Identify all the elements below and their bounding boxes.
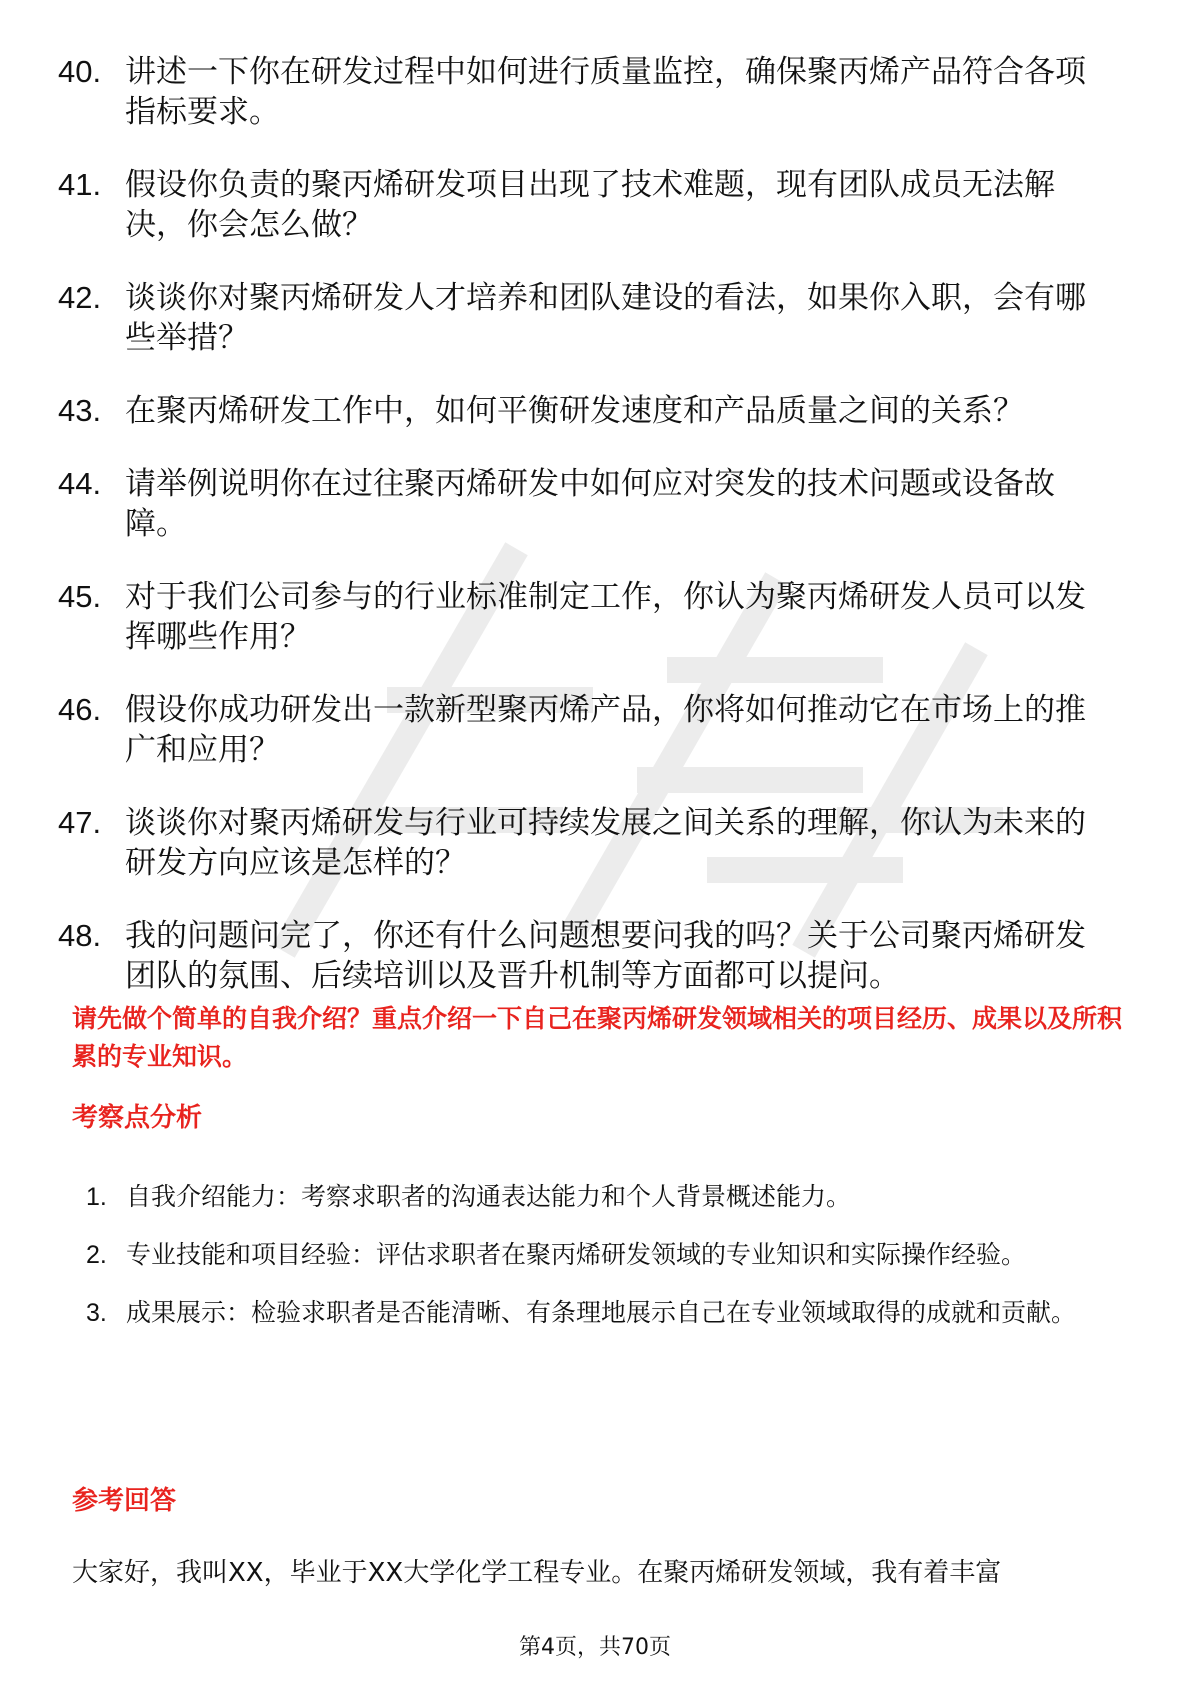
question-item — [0, 391, 1190, 431]
question-number: 47. — [58, 805, 102, 840]
question-item — [0, 690, 1190, 770]
question-text: 在聚丙烯研发工作中，如何平衡研发速度和产品质量之间的关系？ — [125, 393, 1024, 429]
question-number: 48. — [58, 918, 102, 953]
question-text: 谈谈你对聚丙烯研发人才培养和团队建设的看法，如果你入职，会有哪些举措？ — [125, 280, 1086, 356]
question-number: 41. — [58, 167, 102, 202]
analysis-item — [0, 1226, 1190, 1284]
analysis-text: 专业技能和项目经验：评估求职者在聚丙烯研发领域的专业知识和实际操作经验。 — [126, 1240, 1027, 1269]
question-item — [0, 52, 1190, 132]
question-item — [0, 916, 1190, 996]
question-number: 46. — [58, 692, 102, 727]
question-text: 我的问题问完了，你还有什么问题想要问我的吗？关于公司聚丙烯研发团队的氛围、后续培训以及晋升机制等方面都可以提问。 — [125, 918, 1086, 994]
analysis-text: 自我介绍能力：考察求职者的沟通表达能力和个人背景概述能力。 — [126, 1182, 852, 1211]
question-text: 假设你负责的聚丙烯研发项目出现了技术难题，现有团队成员无法解决，你会怎么做？ — [125, 167, 1055, 243]
analysis-number: 2. — [86, 1241, 107, 1269]
question-item — [0, 464, 1190, 544]
question-number: 44. — [58, 466, 102, 501]
question-number: 45. — [58, 579, 102, 614]
analysis-number: 3. — [86, 1299, 107, 1327]
question-text: 谈谈你对聚丙烯研发与行业可持续发展之间关系的理解，你认为未来的研发方向应该是怎样的？ — [125, 805, 1086, 881]
page-footer: 第4页，共70页 — [519, 1635, 671, 1660]
question-number: 40. — [58, 54, 102, 89]
answer-text: 大家好，我叫XX，毕业于XX大学化学工程专业。在聚丙烯研发领域，我有着丰富 — [72, 1558, 1002, 1588]
question-item — [0, 278, 1190, 358]
question-list — [0, 52, 1190, 1029]
question-text: 对于我们公司参与的行业标准制定工作，你认为聚丙烯研发人员可以发挥哪些作用？ — [125, 579, 1086, 655]
question-number: 43. — [58, 393, 102, 428]
question-text: 请举例说明你在过往聚丙烯研发中如何应对突发的技术问题或设备故障。 — [125, 466, 1055, 542]
analysis-heading: 考察点分析 — [72, 1103, 203, 1133]
question-item — [0, 803, 1190, 883]
analysis-item — [0, 1284, 1190, 1342]
question-text: 讲述一下你在研发过程中如何进行质量监控，确保聚丙烯产品符合各项指标要求。 — [125, 54, 1086, 130]
question-text: 假设你成功研发出一款新型聚丙烯产品，你将如何推动它在市场上的推广和应用？ — [125, 692, 1086, 768]
analysis-item — [0, 1168, 1190, 1226]
question-number: 42. — [58, 280, 102, 315]
analysis-text: 成果展示：检验求职者是否能清晰、有条理地展示自己在专业领域取得的成就和贡献。 — [126, 1298, 1077, 1327]
featured-question: 请先做个简单的自我介绍？重点介绍一下自己在聚丙烯研发领域相关的项目经历、成果以及所积累的专业知识。 — [72, 1004, 1123, 1071]
question-item — [0, 577, 1190, 657]
answer-heading: 参考回答 — [72, 1486, 177, 1516]
analysis-list — [0, 1168, 1190, 1342]
question-item — [0, 165, 1190, 245]
analysis-number: 1. — [86, 1183, 107, 1211]
